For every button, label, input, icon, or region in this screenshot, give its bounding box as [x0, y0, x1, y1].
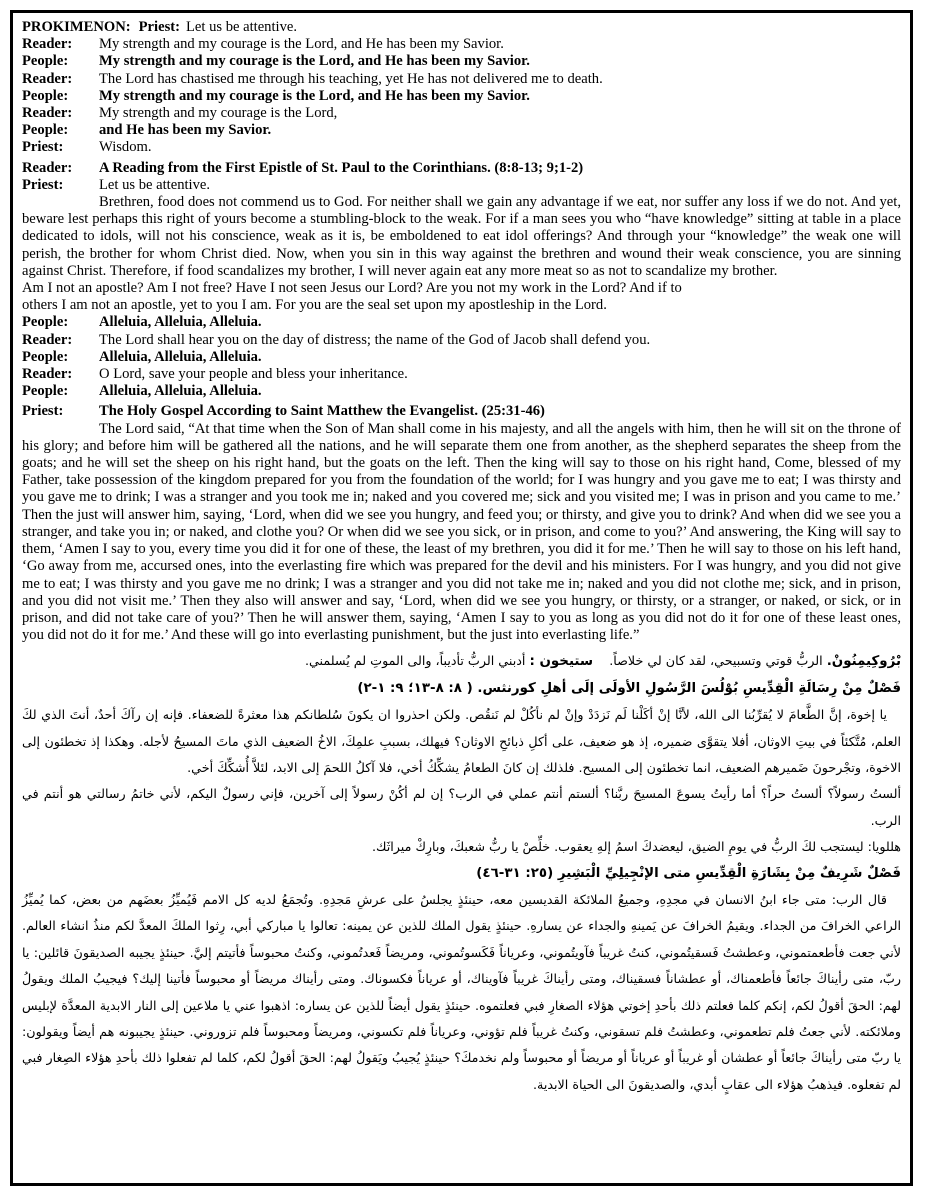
gospel-heading-line	[22, 403, 901, 420]
line-text: My strength and my courage is the Lord, and He has been my Savior.	[99, 53, 530, 70]
line-text: My strength and my courage is the Lord, and He has been my Savior.	[99, 87, 530, 104]
priest-line	[22, 139, 901, 156]
prokimenon-line	[22, 19, 901, 36]
people-label: People:	[22, 314, 69, 331]
reader-label: Reader:	[22, 105, 73, 122]
gospel-paragraph: The Lord said, “At that time when the Son of Man shall come in his majesty, and all the angels with him, then he will sit on the throne of his glory; and before him will be gathered all the nations, and he will separate them one from another, as the shepherd separates the sheep from the goats; and he will set the sheep on his right hand, but the goats on the left. Then the king will say to those on his right hand, Come, blessed of my Father, take possession of the kingdom prepared for you from the foundation of the world; for I was hungry and you gave me to eat; I was thirsty and you gave me to drink; I was a stranger and you took me in; naked and you covered me; sick and you visited me; I was in prison and you came to me.’ Then the just will answer him, saying, ‘Lord, when did we see you hungry, and feed you; or thirsty, and give you to drink? And when did we see you a stranger, and take you in; or naked, and clothe you? Or when did we see you sick, or in prison, and come to you?’ And answering, the King will say to them, ‘Amen I say to you, every time you did it for one of these, the least of my brethren, you did it for me.’ Then he will say to those on his left hand, ‘Go away from me, accursed ones, into the everlasting fire which was prepared for the devil and his ministers. For I was hungry, and you did not give me to eat; I was thirsty and you gave me no drink; I was a stranger and you did not take me in; naked and you did not clothe me; sick, and in prison, and you did not visit me.’ Then they also will answer and say, ‘Lord, when did we see you hungry, or thirsty, or a stranger, or naked, or sick, or in prison, and did not take care of you?’ Then he will answer them, saying, ‘Amen I say to you as long as you did not do it for one of these least ones, you did not do it for me.’ And these will go into everlasting punishment, but the just into everlasting life.”	[22, 420, 901, 644]
reader-label: Reader:	[22, 159, 73, 176]
epistle-heading: A Reading from the First Epistle of St. Paul to the Corinthians. (8:8-13; 9;1-2)	[99, 159, 584, 176]
line-text: The Lord shall hear you on the day of distress; the name of the God of Jacob shall defend you.	[99, 331, 651, 348]
people-label: People:	[22, 348, 69, 365]
epistle-paragraph: Brethren, food does not commend us to God. For neither shall we gain any advantage if we eat, nor suffer any loss if we do not. And yet, beware lest perhaps this right of yours become a stumbling-block to the weak. For if a man sees you who “have knowledge” sitting at table in a place dedicated to idols, will not his conscience, weak as it is, be emboldened to eat idol offerings? And through your “knowledge” the weak one will perish, the brother for whom Christ died. Now, when you sin in this way against the brethren and wound their weak conscience, you are sinning against Christ. Therefore, if food scandalizes my brother, I will never again eat any more meat so as not to scandalize my brother.	[22, 194, 901, 279]
arabic-epistle-paragraph: يا إخوة، إنَّ الطَّعامَ لا يُقرِّبُنا الى الله، لأنَّا إنْ أكَلْنا لَم نَزدَدْ وإنْ لم نأكُلْ لم نَنقُص. ولكن احذروا ان يكونَ سُلطانكم هذا معثرةً للضعفاء. فإنه إن رآكَ أحدٌ، أنتَ الذي لكَ العلم، مُتَّكئاً في بيتِ الاوثان، أفلا يتقوَّى ضميره، إذ هو ضعيف، على أكلِ ذبائحِ الاوثان؟ فيهلك، بسببِ علمِكَ، الاخُ الضعيف الذي ماتَ المسيحُ لأجله. وهكذا إذ تخطئون إلى الاخوة، وتجْرحونَ ضَميرهم الضعيف، انما تخطئون إلى المسيح. فلذلك إن كانَ الطعامُ يشكِّكُ أخي، فلا آكلُ اللحمَ إلى الابد، لئلاَّ أُشكِّكَ أخي.	[22, 707, 901, 775]
arabic-alleluia: هللويا: ليستجب لكَ الربُّ في يومِ الضيق، ليعضدكَ اسمُ إلهِ يعقوب. خلِّصْ يا ربُّ شعبكَ، وبارِكْ ميراثَك.	[372, 839, 901, 855]
line-text: Let us be attentive.	[99, 176, 211, 193]
priest-label: Priest:	[22, 139, 64, 156]
line-text: and He has been my Savior.	[99, 122, 272, 139]
reader-line	[22, 366, 901, 383]
line-text: O Lord, save your people and bless your inheritance.	[99, 366, 408, 383]
reader-line	[22, 71, 901, 88]
priest-label: Priest:	[22, 403, 64, 420]
reader-line	[22, 332, 901, 349]
people-label: People:	[22, 122, 69, 139]
prokimenon-label: PROKIMENON:	[22, 19, 131, 35]
bulletin-page	[10, 10, 913, 1186]
line-text: Let us be attentive.	[185, 19, 298, 35]
arabic-gospel-heading: فَصْلٌ شَرِيفٌ مِنْ بِشَارَةِ الْقِدِّيسِ متى الإنْجِيلِيِّ الْبَشِيرِ (٢٥: ٣١-٤٦)	[476, 865, 901, 881]
line-text: Wisdom.	[99, 139, 152, 156]
line-text: Alleluia, Alleluia, Alleluia.	[99, 383, 262, 400]
arabic-section	[22, 648, 901, 1098]
people-label: People:	[22, 53, 69, 70]
people-line	[22, 314, 901, 331]
arabic-gospel-paragraph: قال الرب: متى جاء ابنُ الانسان في مجدِهِ، وجميعُ الملائكة القديسين معه، حينئذٍ يجلسُ على عرشِ مَجدِهِ. وتُجمَعُ لديه كل الامم فَيُميِّزُ بعضَهم من بعض، كما يُميِّزُ الراعي الخرافَ من الجداء. ويقيمُ الخرافَ عن يَمينهِ والجداء عن يسارهِ. حينئذٍ يقول الملك للذين عن يمينه: تعالوا يا مباركي أبي، رِثوا الملكَ المعدَّ لكم منذُ انشاء العالم. لأني جعت فأطعمتموني، وعطشتُ فَسقيتُموني، كنتُ غريباً فآويتُموني، وعرياناً فَكَسوتُموني، ومريضاً فَعدتُموني، وكنتُ محبوساً فأتيتم إليَّ. حينئذٍ يجيبه الصديقونَ قائلين: يا ربّ، متى رأيناكَ جائعاً فأطعمناك، أو عطشاناً فسقيناك، ومتى رأيناكَ غريباً فآويناك، أو عرياناً فكسوناك. ومتى رأيناك مريضاً أو محبوساً فأتينا إليك؟ فيجيبُ الملك ويقولُ لهم: الحقَ أقولُ لكم، إنكم كلما فعلتم ذلك بأحدِ إخوتي هؤلاء الصغارِ فبي فعلتموه. حينئذٍ يقول أيضاً للذين عن يساره: اذهبوا عني يا ملاعين إلى النار الابدية المعدَّة لإبليس وملائكته. لأني جعتُ فلم تطعموني، وعطشتُ فلم تسقوني، وكنتُ غريباً فلم تؤوني، وعرياناً فلم تكسوني، ومريضاً ومحبوساً فلم تزوروني. حينئذٍ يجيبونه هم أيضاً ويقولون: يا ربّ متى رأيناكَ جائعاً أو عطشان أو غريباً أو عرياناً أو مريضاً أو محبوساً ولم نخدمكَ؟ حينئذٍ يُجيبُ ويَقولُ لهم: الحقَ أقولُ لكم، كلما لم تفعلوا ذلك بأحدِ هؤلاء الصِغار فبي لم تفعلوه. فيذهبُ هؤلاء الى عقابٍ أبدي، والصديقونَ الى الحياة الابدية.	[22, 891, 901, 1092]
priest-label: Priest:	[22, 176, 64, 193]
arabic-prokimenon-label: بْرُوكِيمِنُونْ.	[826, 654, 901, 670]
english-section	[22, 19, 901, 644]
reader-line	[22, 105, 901, 122]
people-label: People:	[22, 383, 69, 400]
arabic-stichos-label: ستيخون :	[529, 654, 594, 670]
people-line	[22, 349, 901, 366]
arabic-epistle-paragraph-2: ألستُ رسولاً؟ ألستُ حراً؟ أما رأيتُ يسوعَ المسيحَ ربَّنا؟ ألستم أنتم عملي في الرب؟ إن لم أكُنْ رسولاً إلى آخرين، فإني رسولٌ اليكم، لأني خاتمُ رسالتي هو أنتم في الرب.	[22, 786, 901, 828]
priest-line	[22, 177, 901, 194]
people-label: People:	[22, 87, 69, 104]
arabic-prokimenon-text: الربُّ قوتي وتسبيحي، لقد كان لي خلاصاً.	[609, 653, 823, 669]
reader-label: Reader:	[22, 331, 73, 348]
people-line	[22, 383, 901, 400]
people-line	[22, 88, 901, 105]
reader-label: Reader:	[22, 70, 73, 87]
reader-label: Reader:	[22, 366, 73, 383]
line-text: The Lord has chastised me through his teaching, yet He has not delivered me to death.	[99, 70, 603, 87]
arabic-epistle-heading: فَصْلٌ مِنْ رِسَالَةِ الْقِدِّيسِ بُوْلُسَ الرَّسُولِ الأولَى إلَى أهلِ كورنثس. ( ٨: ٨-١٣؛ ٩: ١-٢)	[357, 680, 901, 696]
people-line	[22, 53, 901, 70]
reader-label: Reader:	[22, 36, 73, 53]
line-text: My strength and my courage is the Lord,	[99, 105, 338, 122]
reader-line	[22, 36, 901, 53]
line-text: My strength and my courage is the Lord, and He has been my Savior.	[99, 36, 504, 53]
epistle-paragraph-2a: Am I not an apostle? Am I not free? Have I not seen Jesus our Lord? Are you not my work in the Lord? And if to	[22, 280, 682, 297]
arabic-prokimenon	[22, 648, 901, 675]
gospel-heading: The Holy Gospel According to Saint Matthew the Evangelist. (25:31-46)	[99, 403, 545, 420]
line-text: Alleluia, Alleluia, Alleluia.	[99, 348, 262, 365]
people-line	[22, 122, 901, 139]
epistle-paragraph-2b: others I am not an apostle, yet to you I am. For you are the seal set upon my apostleship in the Lord.	[22, 297, 607, 314]
epistle-heading-line	[22, 160, 901, 177]
line-text: Alleluia, Alleluia, Alleluia.	[99, 314, 262, 331]
arabic-stichos-text: أدبني الربُّ تأديباً، والى الموتِ لم يُسلمني.	[304, 653, 526, 669]
priest-label: Priest:	[138, 19, 180, 35]
